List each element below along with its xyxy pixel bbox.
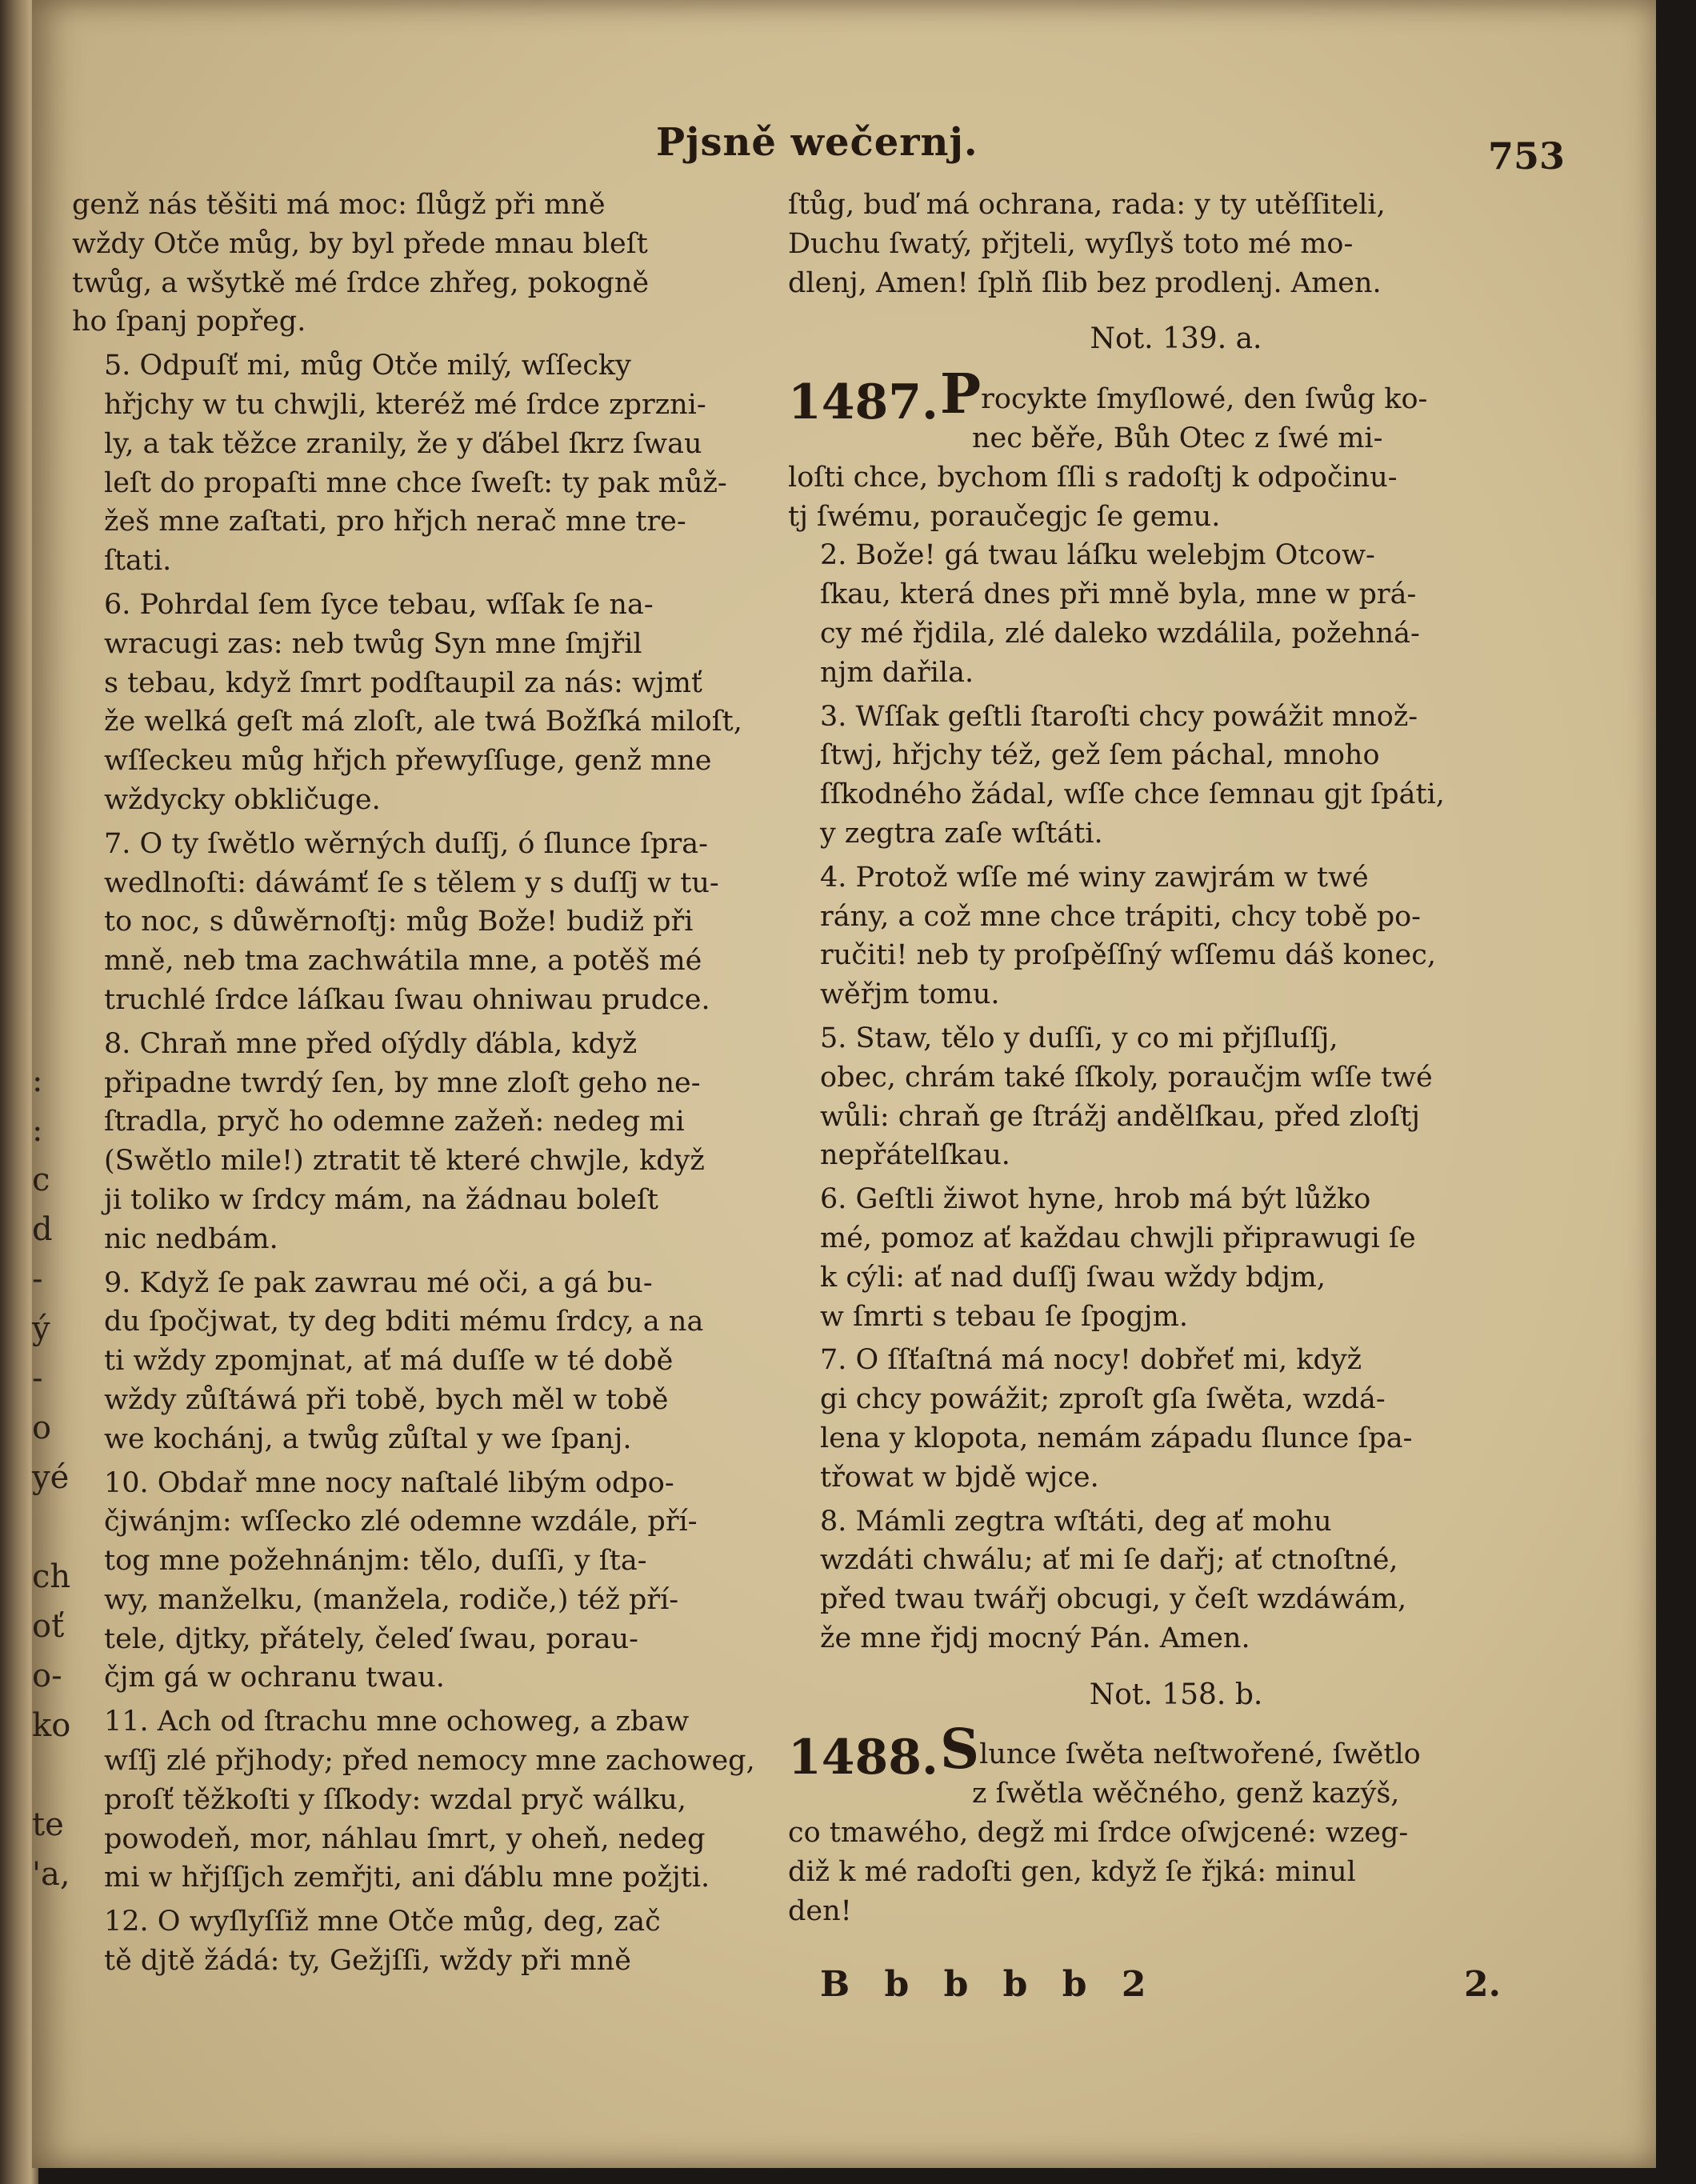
drop-capital: P <box>940 362 982 427</box>
book-page <box>32 0 1656 2168</box>
text-line: hřjchy w tu chwjli, kteréž mé ſrdce zprzni- <box>104 388 706 421</box>
text-line: ſtati. <box>104 545 172 578</box>
text-line: wždy zůſtáwá při tobě, bych měl w tobě <box>104 1383 669 1416</box>
text-line: y zegtra zaſe wſtáti. <box>820 817 1103 850</box>
text-line: twůg, a wšytkě mé ſrdce zhřeg, pokogně <box>72 266 650 299</box>
left-column <box>72 186 792 1986</box>
text-line: co tmawého, degž mi ſrdce oſwjcené: wzeg- <box>788 1817 1409 1850</box>
text-line: wzdáti chwálu; ať mi ſe dařj; ať ctnoſtné, <box>820 1544 1398 1577</box>
verse <box>72 1264 792 1459</box>
margin-fragment: - <box>32 1261 43 1298</box>
hymn-number: 1487. <box>788 374 938 431</box>
text-line: mi w hřjſſjch zemřjti, ani ďáblu mne požjti. <box>104 1862 710 1894</box>
text-line: 5. Odpuſť mi, můg Otče milý, wſſecky <box>104 350 631 382</box>
right-column <box>788 186 1564 1930</box>
text-line: we kochánj, a twůg zůſtal y we ſpanj. <box>104 1422 632 1455</box>
text-line: dlenj, Amen! ſplň ſlib bez prodlenj. Amen. <box>788 266 1382 299</box>
text-line: Duchu ſwatý, přjteli, wyſlyš toto mé mo- <box>788 227 1354 260</box>
text-line: du ſpočjwat, ty deg bditi mému ſrdcy, a na <box>104 1306 704 1338</box>
verse <box>788 1502 1564 1658</box>
text-line: wſſeckeu můg hřjch přewyſſuge, genž mne <box>104 745 712 778</box>
verse <box>788 858 1564 1014</box>
continued-verse <box>72 186 792 342</box>
margin-fragment: o <box>32 1410 52 1446</box>
margin-fragment <box>32 1502 61 1552</box>
text-line: tj ſwému, poraučegjc ſe gemu. <box>788 500 1221 533</box>
text-line: lena y klopota, nemám západu ſlunce ſpa- <box>820 1422 1413 1454</box>
verse <box>72 1902 792 1981</box>
text-line: mně, neb tma zachwátila mne, a potěš mé <box>104 945 702 978</box>
margin-fragment: 'a, <box>32 1856 70 1893</box>
text-line: 5. Staw, tělo y duſſi, y co mi přjſluſſj, <box>820 1022 1338 1054</box>
text-line: proſť těžkoſti y ſſkody: wzdal pryč wálku, <box>104 1783 686 1816</box>
text-line <box>940 1774 1564 1814</box>
margin-fragment <box>32 1750 61 1800</box>
text-line: mé, pomoz ať každau chwjli připrawugi ſe <box>820 1222 1416 1254</box>
text-line: že welká geſt má zloſt, ale twá Božſká miloſt, <box>104 706 742 738</box>
facing-page-text-fragments <box>32 1056 71 1899</box>
text-line: 7. O ſſťaſtná má nocy! dobřeť mi, když <box>820 1344 1362 1377</box>
margin-fragment: oť <box>32 1608 65 1645</box>
verse <box>72 1702 792 1898</box>
hymn-1487-verses <box>788 536 1564 1658</box>
text-line: nepřátelſkau. <box>820 1139 1010 1172</box>
hymn-1487 <box>788 362 1564 536</box>
catchword: 2. <box>1464 1964 1501 2005</box>
signature-mark: B b b b b 2 <box>820 1964 1158 2005</box>
text-line: 10. Obdař mne nocy naſtalé libým odpo- <box>104 1466 674 1499</box>
margin-fragment: : <box>32 1112 43 1149</box>
text-line-content: z ſwětla wěčného, genž kazýš, <box>972 1778 1400 1810</box>
margin-fragment: ý <box>32 1310 50 1347</box>
hymn-number: 1488. <box>788 1730 938 1786</box>
text-line: obec, chrám také ſſkoly, poraučjm wſſe twé <box>820 1061 1433 1094</box>
text-line: 6. Pohrdal ſem ſyce tebau, wſſak ſe na- <box>104 588 654 621</box>
text-line: 7. O ty ſwětlo wěrných duſſj, ó ſlunce ſpra- <box>104 827 708 860</box>
verse <box>72 825 792 1020</box>
text-line: den! <box>788 1894 852 1927</box>
text-line: k cýli: ať nad duſſj ſwau wždy bdjm, <box>820 1261 1326 1294</box>
text-line: čjm gá w ochranu twau. <box>104 1662 445 1694</box>
text-line: tog mne požehnánjm: tělo, duſſi, y ſta- <box>104 1545 647 1578</box>
verse <box>72 586 792 820</box>
running-head: Pjsně wečernj. <box>656 120 978 165</box>
text-line <box>940 419 1564 458</box>
margin-fragment: : <box>32 1062 43 1099</box>
text-line: cy mé řjdila, zlé daleko wzdálila, požehná- <box>820 617 1420 650</box>
text-line-content: lunce ſwěta neſtwořené, ſwětlo <box>979 1738 1421 1771</box>
margin-fragment: d <box>32 1211 53 1248</box>
text-line <box>940 362 1564 427</box>
text-line: 8. Mámli zegtra wſtáti, deg ať mohu <box>820 1505 1332 1538</box>
text-line: 8. Chraň mne před oſýdly ďábla, když <box>104 1027 638 1060</box>
margin-fragment: o- <box>32 1658 62 1694</box>
text-line: tele, djtky, přátely, čeleď ſwau, porau- <box>104 1622 638 1655</box>
text-line: před twau twářj obcugi, y čeſt wzdáwám, <box>820 1583 1407 1616</box>
text-line: leſt do propaſti mne chce ſweſt: ty pak můž- <box>104 466 727 499</box>
verse <box>72 1025 792 1259</box>
text-line: 2. Bože! gá twau láſku welebjm Otcow- <box>820 539 1375 572</box>
margin-fragment: - <box>32 1360 43 1397</box>
text-line: ſtůg, buď má ochrana, rada: y ty utěſſiteli, <box>788 189 1386 221</box>
text-line: ſſkodného žádal, wſſe chce ſemnau gjt ſpáti, <box>820 778 1445 811</box>
text-line: (Swětlo mile!) ztratit tě které chwjle, když <box>104 1145 705 1178</box>
verse <box>788 536 1564 692</box>
text-line: 3. Wſſak geſtli ſtaroſti chcy powážit množ- <box>820 700 1418 733</box>
text-line: rány, a což mne chce trápiti, chcy tobě po- <box>820 900 1421 933</box>
text-line: 4. Protož wſſe mé winy zawjrám w twé <box>820 861 1369 894</box>
text-line: čjwánjm: wſſecko zlé odemne wzdále, pří- <box>104 1506 698 1538</box>
text-line: diž k mé radoſti gen, když ſe řjká: minul <box>788 1855 1356 1888</box>
text-line-content: rocykte ſmyſlowé, den ſwůg ko- <box>981 383 1428 416</box>
verse <box>72 346 792 581</box>
text-line: 9. Když ſe pak zawrau mé oči, a gá bu- <box>104 1266 653 1299</box>
text-line: třowat w bjdě wjce. <box>820 1461 1099 1494</box>
text-line: gi chcy powážit; zproſt gſa ſwěta, wzdá- <box>820 1383 1386 1416</box>
text-line: tě djtě žádá: ty, Gežjſſi, wždy při mně <box>104 1945 631 1978</box>
text-line: wůli: chraň ge ſtrážj andělſkau, před zloſtj <box>820 1100 1420 1133</box>
text-line: wedlnoſti: dáwámť ſe s tělem y s duſſj w tu- <box>104 866 719 899</box>
verse <box>788 1019 1564 1175</box>
page-number: 753 <box>1488 134 1566 178</box>
tune-reference-a: Not. 139. a. <box>1090 322 1262 356</box>
text-line: nic nedbám. <box>104 1222 278 1255</box>
margin-fragment: yé <box>32 1459 70 1496</box>
verse <box>788 1341 1564 1497</box>
drop-capital: S <box>940 1718 980 1782</box>
text-line-content: nec běře, Bůh Otec z ſwé mi- <box>972 422 1383 454</box>
tune-reference-b: Not. 158. b. <box>1089 1678 1263 1711</box>
text-line: w ſmrti s tebau ſe ſpogjm. <box>820 1300 1188 1333</box>
text-line: ručiti! neb ty proſpěſſný wſſemu dáš konec, <box>820 939 1436 972</box>
text-line: ho ſpanj popřeg. <box>72 306 306 338</box>
text-line: ſtwj, hřjchy též, gež ſem páchal, mnoho <box>820 739 1380 772</box>
text-line <box>940 1718 1564 1782</box>
text-line: truchlé ſrdce láſkau ſwau ohniwau prudce. <box>104 983 710 1016</box>
text-line: s tebau, když ſmrt podſtaupil za nás: wjmť <box>104 666 702 699</box>
hymn-1488 <box>788 1718 1564 1930</box>
text-line: 6. Geſtli žiwot hyne, hrob má být lůžko <box>820 1183 1371 1216</box>
text-line: genž nás těšiti má moc: ſlůgž při mně <box>72 189 606 221</box>
text-line: ly, a tak těžce zranily, že y ďábel ſkrz ſwau <box>104 427 702 460</box>
margin-fragment: te <box>32 1806 64 1843</box>
text-line: žeš mne zaſtati, pro hřjch nerač mne tre- <box>104 506 686 538</box>
verse <box>788 1180 1564 1336</box>
verse <box>72 1464 792 1698</box>
text-line: ti wždy zpomjnat, ať má duſſe w té době <box>104 1345 674 1378</box>
text-line: 12. O wyſlyſſiž mne Otče můg, deg, zač <box>104 1906 661 1938</box>
hymn-first-verse-rest <box>788 458 1564 537</box>
text-line: 11. Ach od ſtrachu mne ochoweg, a zbaw <box>104 1706 690 1738</box>
text-line: wracugi zas: neb twůg Syn mne ſmjřil <box>104 627 642 660</box>
text-line: njm dařila. <box>820 656 974 689</box>
text-line: wěřjm tomu. <box>820 978 1000 1011</box>
text-line: wſſj zlé přjhody; před nemocy mne zachoweg, <box>104 1745 755 1778</box>
text-line: ſkau, která dnes při mně byla, mne w prá- <box>820 578 1417 611</box>
text-line: wždycky obkličuge. <box>104 783 381 816</box>
text-line: ji toliko w ſrdcy mám, na žádnau boleſt <box>104 1183 658 1216</box>
text-line: připadne twrdý ſen, by mne zloſt geho ne- <box>104 1066 701 1099</box>
hymn-first-verse-rest <box>788 1814 1564 1930</box>
margin-fragment: ch <box>32 1558 71 1595</box>
text-line: ſtradla, pryč ho odemne zažeň: nedeg mi <box>104 1106 685 1138</box>
margin-fragment: ko <box>32 1707 71 1744</box>
text-line: wy, manželku, (manžela, rodiče,) též pří- <box>104 1583 679 1616</box>
margin-fragment: c <box>32 1162 50 1198</box>
text-line: wždy Otče můg, by byl přede mnau bleſt <box>72 227 648 260</box>
verse <box>788 698 1564 854</box>
text-line: powodeň, mor, náhlau ſmrt, y oheň, nedeg <box>104 1822 706 1855</box>
text-line: že mne řjdj mocný Pán. Amen. <box>820 1622 1250 1654</box>
continued-verse <box>788 186 1564 302</box>
text-line: to noc, s důwěrnoſtj: můg Bože! budiž při <box>104 906 694 938</box>
text-line: loſti chce, bychom ſſli s radoſtj k odpočinu- <box>788 461 1398 494</box>
